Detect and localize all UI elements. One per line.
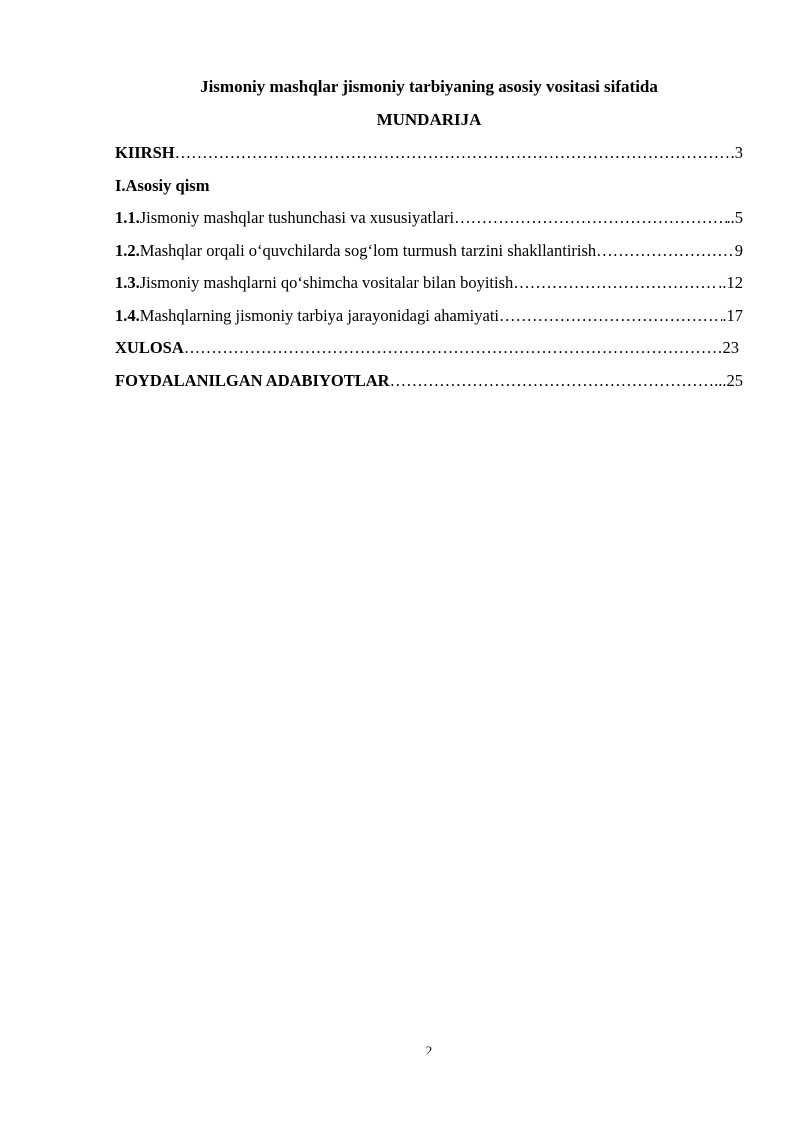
dot-leader [454,207,726,229]
toc-section-heading [115,175,743,208]
dot-leader [184,337,723,359]
dot-leader [513,272,718,294]
toc-page-number: 23 [722,338,739,357]
toc-entry-title: Mashqlarning jismoniy tarbiya jarayonidagi ahamiyati [139,305,499,325]
toc-entry-xulosa[interactable] [115,337,739,370]
toc-entry-1-2[interactable] [115,240,743,273]
toc-page-number: ..5 [726,208,743,227]
document-title: Jismoniy mashqlar jismoniy tarbiyaning asosiy vositasi sifatida [200,77,658,96]
toc-entry-label [115,207,454,229]
toc-entry-title: XULOSA [115,338,184,357]
section-title: I.Asosiy qism [115,175,210,195]
toc-page-number: ..12 [718,273,743,292]
toc-entry-title: Jismoniy mashqlar tushunchasi va xususiyatlari [139,208,455,227]
toc-entry-title: FOYDALANILGAN ADABIYOTLAR [115,370,390,390]
toc-entry-1-3[interactable] [115,272,743,305]
toc-entry-number: 1.4. [115,305,140,325]
toc-page-number: ...25 [714,370,743,390]
toc-entry-kirish[interactable] [115,142,743,175]
table-of-contents [115,142,743,402]
dot-leader [175,142,731,164]
toc-entry-number: 1.2. [115,240,140,260]
toc-entry-number: 1.1. [115,208,140,227]
toc-entry-label [115,305,499,327]
dot-leader [390,370,715,392]
toc-entry-number: 1.3. [115,273,140,292]
toc-entry-references[interactable] [115,370,743,403]
toc-entry-1-4[interactable] [115,305,743,338]
toc-entry-label [115,272,513,294]
toc-entry-title: KIIRSH [115,143,175,162]
toc-entry-title: Mashqlar orqali o‘quvchilarda sog‘lom turmush tarzini shakllantirish [139,240,597,260]
dot-leader [596,240,735,262]
toc-entry-title: Jismoniy mashqlarni qo‘shimcha vositalar bilan boyitish [139,273,514,292]
toc-page-number: .3 [730,143,743,162]
toc-entry-label [115,240,596,262]
dot-leader [499,305,722,327]
toc-heading: MUNDARIJA [376,110,482,129]
toc-page-number: 9 [734,240,743,260]
page-number: 2 [425,1044,433,1054]
toc-entry-1-1[interactable] [115,207,743,240]
toc-page-number: .17 [722,305,743,325]
